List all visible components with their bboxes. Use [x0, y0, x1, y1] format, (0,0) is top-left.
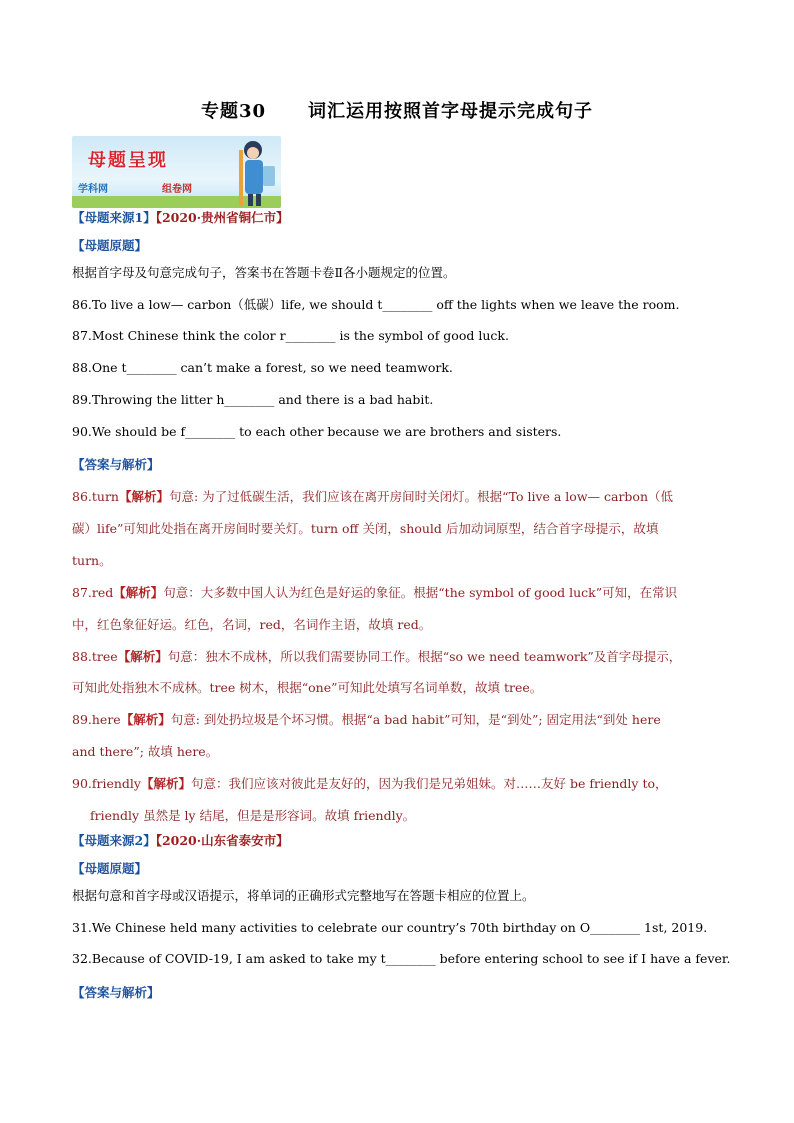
answer-86-word: 86.turn: [72, 489, 119, 504]
answer-90-text: 句意：我们应该对彼此是友好的，因为我们是兄弟姐妹。对……友好 be friendly to，: [191, 776, 668, 791]
answer-89-word: 89.here: [72, 712, 121, 727]
banner-heading: 母题呈现: [88, 150, 168, 171]
teacher-illustration-icon: [211, 136, 281, 208]
brand-logo-right: 组卷网: [162, 184, 192, 195]
analysis-tag: 【解析】: [118, 489, 169, 504]
answer-87-text: 句意：大多数中国人认为红色是好运的象征。根据“the symbol of good luck”可知，在常识: [163, 585, 678, 600]
answer-88-line-2: 可知此处指独木不成林。tree 树木，根据“one”可知此处填写名词单数，故填 tree。: [72, 680, 543, 695]
answer-87-line-2: 中，红色象征好运。红色，名词，red，名词作主语，故填 red。: [72, 617, 432, 632]
question-88: 88.One t________ can’t make a forest, so we need teamwork.: [72, 360, 453, 375]
answer-90: [72, 776, 732, 792]
page-title: [0, 97, 794, 123]
answer-90-line-2: friendly 虽然是 ly 结尾，但是是形容词。故填 friendly。: [90, 808, 416, 823]
analysis-tag: 【解析】: [113, 585, 164, 600]
source-2-region: 【2020·山东省泰安市】: [155, 833, 289, 848]
source-2-line: [72, 833, 732, 849]
answer-89-text: 句意: 到处扔垃圾是个坏习惯。根据“a bad habit”可知，是“到处”; 固定用法“到处 here: [170, 712, 661, 727]
source-2-label: 【母题来源2】: [72, 833, 156, 848]
answer-88: [72, 649, 732, 665]
title-topic-number: 专题30: [200, 101, 267, 122]
original-1-heading: 【母题原题】: [72, 238, 148, 253]
brand-logo-left: 学科网: [78, 184, 108, 195]
answer-87: [72, 585, 732, 601]
instructions-1: 根据首字母及句意完成句子，答案书在答题卡卷Ⅱ各小题规定的位置。: [72, 265, 456, 280]
section-banner-image: [72, 136, 281, 208]
source-1-label: 【母题来源1】: [72, 210, 156, 225]
answer-86-line-3: turn。: [72, 553, 112, 568]
answer-86-line-2: 碳）life”可知此处指在离开房间时要关灯。turn off 关闭，should 后加动词原型，结合首字母提示，故填: [72, 521, 659, 536]
answer-88-word: 88.tree: [72, 649, 118, 664]
question-87: 87.Most Chinese think the color r________ is the symbol of good luck.: [72, 328, 509, 343]
analysis-tag: 【解析】: [117, 649, 168, 664]
answer-88-text: 句意：独木不成林，所以我们需要协同工作。根据“so we need teamwork”及首字母提示，: [167, 649, 682, 664]
question-89: 89.Throwing the litter h________ and there is a bad habit.: [72, 392, 434, 407]
question-90: 90.We should be f________ to each other because we are brothers and sisters.: [72, 424, 562, 439]
answer-87-word: 87.red: [72, 585, 114, 600]
answer-89: [72, 712, 732, 728]
title-topic-name: 词汇运用按照首字母提示完成句子: [308, 101, 594, 122]
answer-heading-1: 【答案与解析】: [72, 457, 160, 472]
analysis-tag: 【解析】: [141, 776, 192, 791]
question-32: 32.Because of COVID-19, I am asked to take my t________ before entering school to see if I have a fever.: [72, 951, 731, 966]
answer-86: [72, 489, 732, 505]
source-1-line: [72, 210, 732, 226]
question-86: 86.To live a low— carbon（低碳）life, we should t________ off the lights when we leave the room.: [72, 297, 680, 312]
answer-90-word: 90.friendly: [72, 776, 141, 791]
analysis-tag: 【解析】: [120, 712, 171, 727]
answer-89-line-2: and there”; 故填 here。: [72, 744, 219, 759]
original-2-heading: 【母题原题】: [72, 861, 148, 876]
answer-86-text: 句意: 为了过低碳生活，我们应该在离开房间时关闭灯。根据“To live a low— carbon（低: [169, 489, 673, 504]
source-1-region: 【2020·贵州省铜仁市】: [155, 210, 289, 225]
answer-heading-2: 【答案与解析】: [72, 985, 160, 1000]
instructions-2: 根据句意和首字母或汉语提示，将单词的正确形式完整地写在答题卡相应的位置上。: [72, 888, 535, 903]
question-31: 31.We Chinese held many activities to celebrate our country’s 70th birthday on O________ 1st, 2019.: [72, 920, 708, 935]
